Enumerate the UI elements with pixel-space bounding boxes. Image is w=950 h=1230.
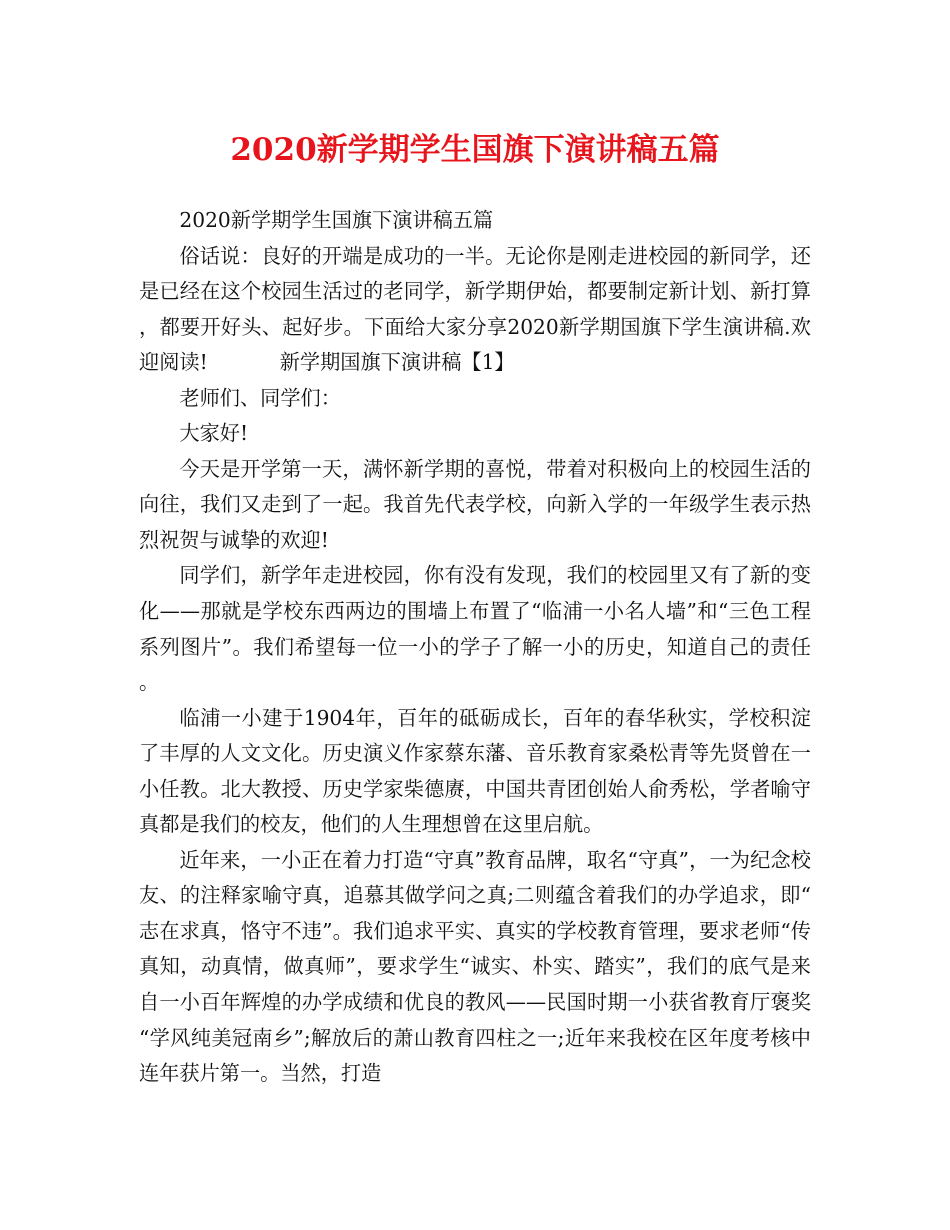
section-heading: 新学期国旗下演讲稿【1】: [279, 350, 515, 375]
body-paragraph: 临浦一小建于1904年，百年的砥砺成长，百年的春华秋实，学校积淀了丰厚的人文文化。历史演义作家蔡东藩、音乐教育家桑松青等先贤曾在一小任教。北大教授、历史学家柴德赓，中国共青团创始人俞秀松，学者喻守真都是我们的校友，他们的人生理想曾在这里启航。: [139, 705, 811, 837]
body-paragraph: 近年来，一小正在着力打造“守真”教育品牌，取名“守真”，一为纪念校友、的注释家喻守真，追慕其做学问之真;二则蕴含着我们的办学追求，即“志在求真，恪守不违”。我们追求平实、真实的学校教育管理，要求老师“传真知，动真情，做真师”，要求学生“诚实、朴实、踏实”，我们的底气是来自一小百年辉煌的办学成绩和优良的教风——民国时期一小获省教育厅褒奖“学风纯美冠南乡”;解放后的萧山教育四柱之一;近年来我校在区年度考核中连年获片第一。当然，打造: [139, 847, 811, 1086]
subtitle-paragraph: 2020新学期学生国旗下演讲稿五篇: [179, 208, 494, 232]
intro-paragraph: [139, 239, 811, 381]
document-title: 2020新学期学生国旗下演讲稿五篇: [230, 132, 720, 168]
greeting-paragraph: 大家好!: [179, 421, 249, 446]
document-body: [139, 203, 811, 1092]
intro-text: 俗话说：良好的开端是成功的一半。无论你是刚走进校园的新同学，还是已经在这个校园生活过的老同学，新学期伊始，都要制定新计划、新打算，都要开好头、起好步。下面给大家分享2020新学期国旗下学生演讲稿.欢迎阅读!: [139, 243, 811, 375]
salutation-paragraph: 老师们、同学们：: [179, 385, 341, 410]
body-paragraph: 今天是开学第一天，满怀新学期的喜悦，带着对积极向上的校园生活的向往，我们又走到了一起。我首先代表学校，向新入学的一年级学生表示热烈祝贺与诚挚的欢迎!: [139, 456, 811, 552]
body-paragraph: 同学们，新学年走进校园，你有没有发现，我们的校园里又有了新的变化——那就是学校东西两边的围墙上布置了“临浦一小名人墙”和“三色工程系列图片”。我们希望每一位一小的学子了解一小的历史，知道自己的责任。: [139, 563, 811, 695]
